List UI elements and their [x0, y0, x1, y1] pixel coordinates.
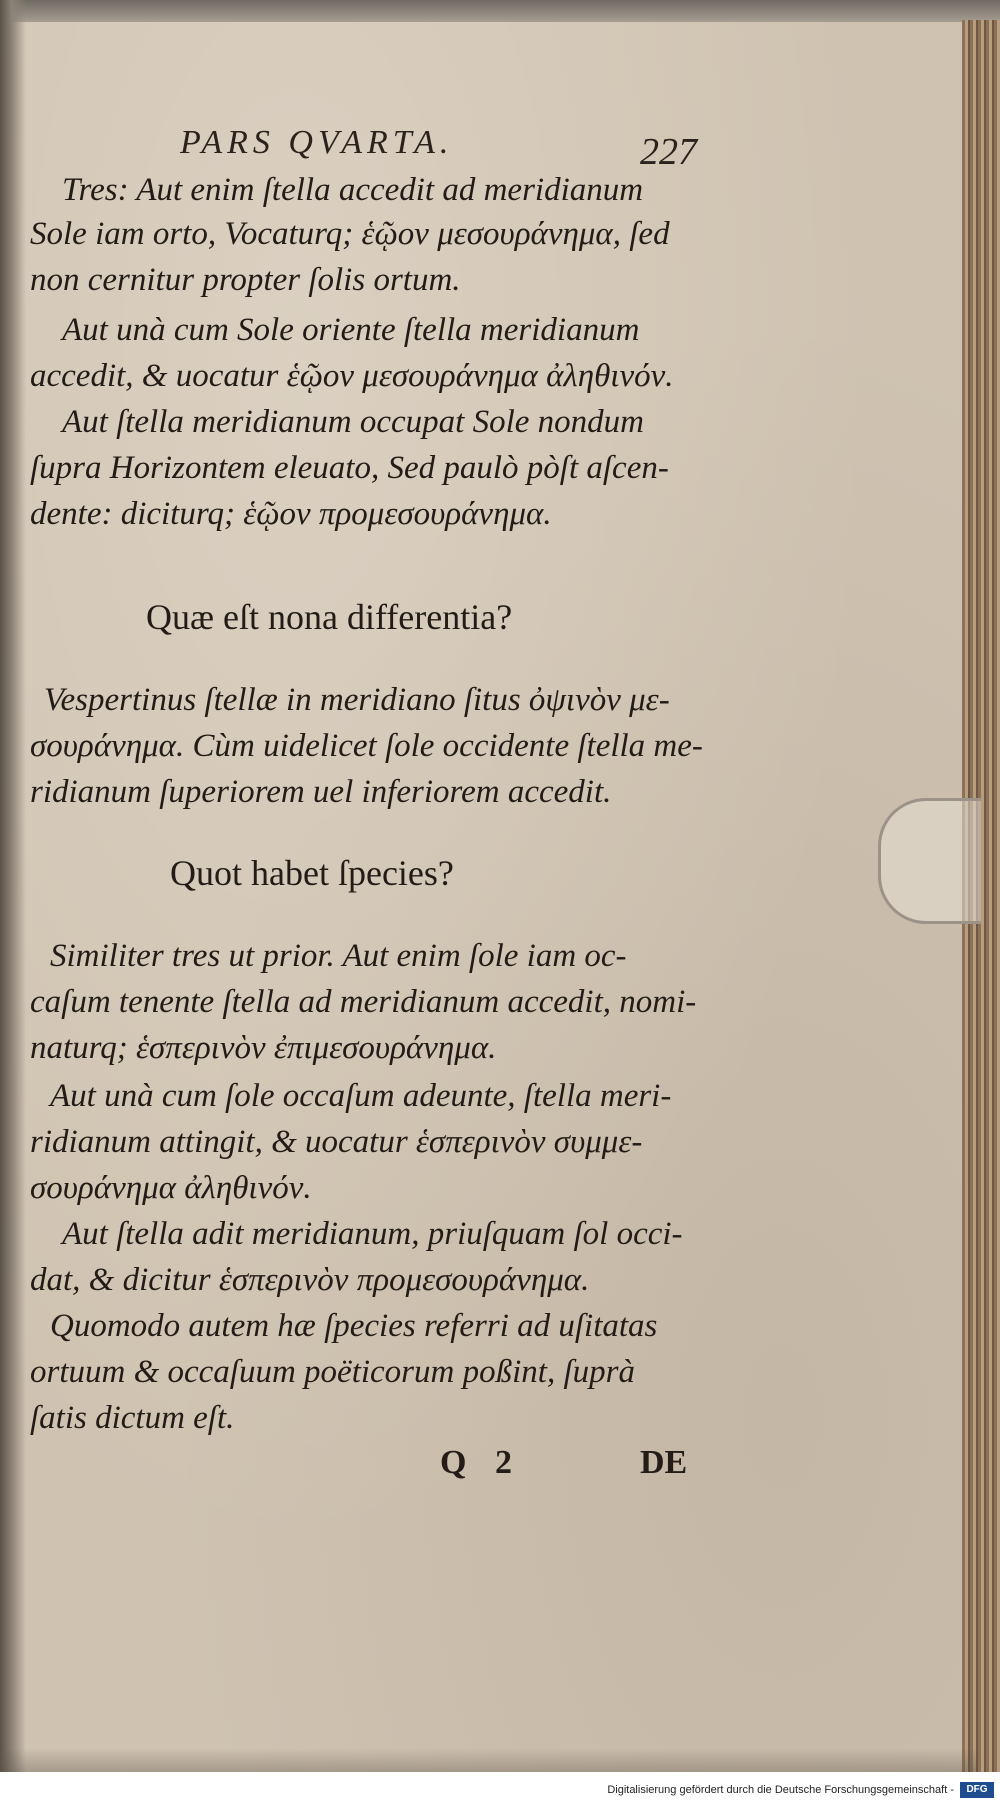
text-line: σουράνημα ἀληθινόν. [30, 1170, 312, 1206]
signature-mark: Q 2 [440, 1444, 522, 1481]
text-line: ortuum & occaſuum poëticorum poßint, ſuprà [30, 1354, 635, 1390]
text-line: non cernitur propter ſolis ortum. [30, 262, 461, 298]
page-bottom-edge [0, 1748, 978, 1772]
page-number: 227 [640, 131, 697, 173]
text-line: Quomodo autem hæ ſpecies referri ad uſitatas [50, 1308, 658, 1344]
running-head: PARS QVARTA. [180, 124, 454, 161]
paper-clip-tab [878, 798, 981, 924]
text-line: caſum tenente ſtella ad meridianum accedit, nomi- [30, 984, 697, 1020]
question-heading: Quæ eſt nona differentia? [146, 597, 513, 637]
catchword: DE [640, 1444, 688, 1481]
text-line: Aut ſtella adit meridianum, priuſquam ſol occi- [62, 1216, 683, 1252]
question-heading: Quot habet ſpecies? [170, 853, 454, 893]
dfg-logo: DFG [960, 1782, 994, 1798]
text-line: dente: diciturq; ἑῷον προμεσουράνημα. [30, 496, 552, 532]
text-line: σουράνημα. Cùm uidelicet ſole occidente ſtella me- [30, 728, 703, 764]
page-top-edge [0, 0, 1000, 22]
text-line: dat, & dicitur ἑσπερινὸν προμεσουράνημα. [30, 1262, 590, 1298]
text-line: accedit, & uocatur ἑῷον μεσουράνημα ἀληθινόν. [30, 358, 674, 394]
text-line: Tres: Aut enim ſtella accedit ad meridianum [62, 172, 644, 208]
text-line: ridianum attingit, & uocatur ἑσπερινὸν συμμε- [30, 1124, 643, 1160]
text-line: ſatis dictum eſt. [30, 1400, 235, 1436]
footer-credit-text: Digitalisierung gefördert durch die Deutsche Forschungsgemeinschaft - [607, 1784, 954, 1796]
binding-gutter [0, 0, 26, 1772]
text-line: ridianum ſuperiorem uel inferiorem accedit. [30, 774, 612, 810]
text-line: Similiter tres ut prior. Aut enim ſole iam oc- [50, 938, 627, 974]
text-line: ſupra Horizontem eleuato, Sed paulò pòſt aſcen- [30, 450, 669, 486]
text-line: Aut unà cum Sole oriente ſtella meridianum [62, 312, 640, 348]
text-line: Aut ſtella meridianum occupat Sole nondum [62, 404, 644, 440]
text-line: Sole iam orto, Vocaturq; ἑῷον μεσουράνημα, ſed [30, 216, 670, 252]
text-line: Vespertinus ſtellæ in meridiano ſitus ὀψινὸν με- [44, 682, 670, 718]
text-line: naturq; ἑσπερινὸν ἐπιμεσουράνημα. [30, 1030, 497, 1066]
text-line: Aut unà cum ſole occaſum adeunte, ſtella meri- [50, 1078, 672, 1114]
